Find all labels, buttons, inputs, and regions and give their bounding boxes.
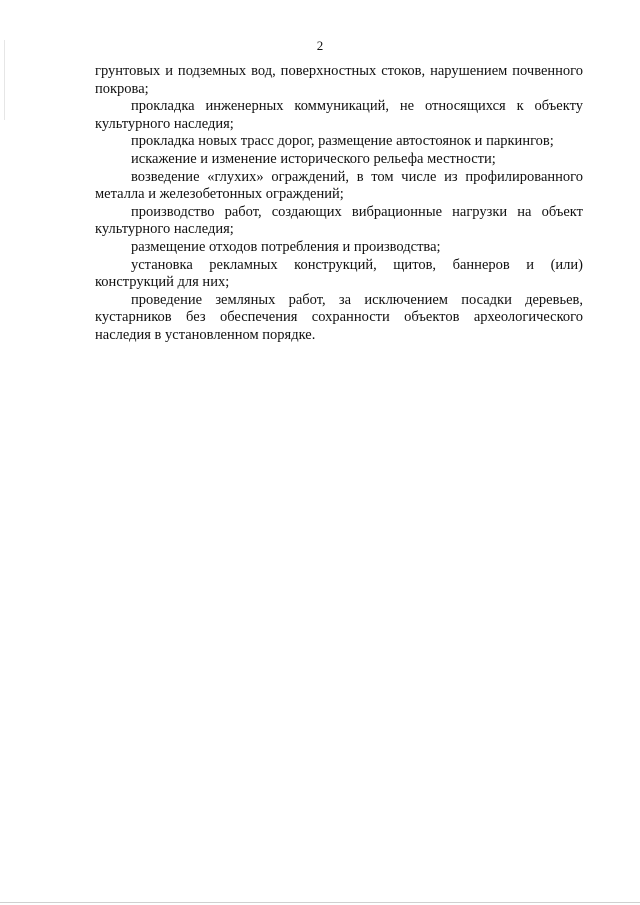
paragraph-fences: возведение «глухих» ограждений, в том числе из профилированного металла и железобетонных ограждений; [95,168,583,203]
document-body [95,63,583,345]
paragraph-relief: искажение и изменение исторического рельефа местности; [131,150,496,167]
scan-bottom-edge [0,902,640,903]
paragraph-earthworks: проведение земляных работ, за исключением посадки деревьев, кустарников без обеспечения сохранности объектов археологического наследия в установленном порядке. [95,291,583,343]
paragraph-advertising: установка рекламных конструкций, щитов, баннеров и (или) конструкций для них; [95,256,583,291]
paragraph-continuation: грунтовых и подземных вод, поверхностных стоков, нарушением почвенного покрова; [95,63,583,97]
paragraph-roads: прокладка новых трасс дорог, размещение автостоянок и паркингов; [131,133,554,150]
paragraph-utilities: прокладка инженерных коммуникаций, не относящихся к объекту культурного наследия; [95,98,583,132]
paragraph-vibration: производство работ, создающих вибрационные нагрузки на объект культурного наследия; [95,203,583,238]
page-number: 2 [316,38,324,53]
paragraph-waste: размещение отходов потребления и производства; [131,238,441,255]
